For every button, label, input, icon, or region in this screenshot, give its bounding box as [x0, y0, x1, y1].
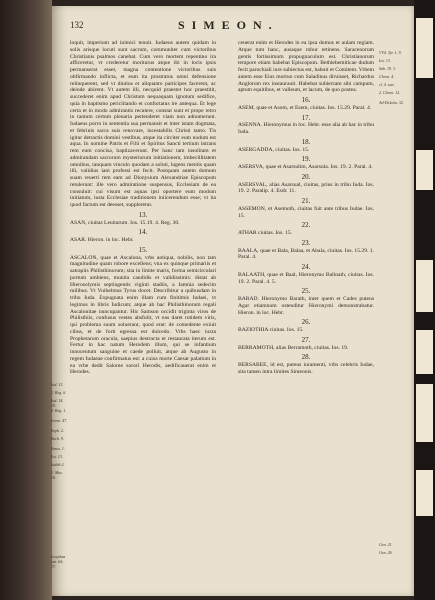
entry-text: BALAATH, quae et Baal, Hieronymo Balloath, ciuitas. Ios. 19. 2. Paral. 4. 5.: [238, 271, 374, 285]
right-top-text: ceuerat enim et Herodes in ea ipsa domus et aulam regiam. Atque tum hanc, ausaque robur retinens. Saracenorum gentis fortissimum propugnaculum est. Christianorum tempore etiam habebat Episcopum. Bethlehemiticae dudum fecit parochiali iure subiectus est, habuit et Comitem. Vrbem autem esse Eius mortuo cum Saladinus diruisset, Richardus Anglorum rex instaurauit. Habebat subiectam sibi campum, aptum equitibus, et valleum, et lacum, de quo postea.: [238, 40, 374, 94]
margin-note: Gen. 21.: [379, 542, 393, 547]
margin-note: Chron. 4.: [379, 74, 395, 79]
entry-number: 21.: [301, 197, 311, 205]
right-column: [238, 40, 374, 378]
margin-note: Soph. 2.: [51, 428, 64, 433]
margin-note: Ios. 13.: [51, 454, 63, 459]
entry-text: BARAD. Hieronymo Barath, inter quem et Cades puteus Agar etiamnum ostenditur Hieronymi demonstrabatur. Hieron. in loc. Hebr.: [238, 296, 374, 316]
entry-text: ASAR. Hieron. in loc. Hebr.: [70, 237, 134, 243]
entry-number: 14.: [138, 228, 148, 237]
page-header: [70, 18, 402, 34]
page-number: 132: [70, 20, 84, 30]
entry-number: 13.: [138, 210, 148, 219]
margin-note: cl. 4. sun.: [379, 82, 395, 87]
entry-text: ASCALON, quae et Ascalona, vrbs antiqua, nobilis, non tam magnitudine quam robore excellens; vna ex quinque primariis et satrapiis Philisthinorum; sita in limite maris, forma semicirculari portum ambiens, munita candidis et validissimis: distat ab Hierosolymis septingentis viginti stadiis, a Iamnia sedecim milibus. Vt Vuihelmus Tyrus docet. Describitur a quibusdam in tribu Iuda. Expugnata enim illam cum finitimis Iudaei, vt legimus in libris Iudicum; atque ab hac Philisthinorum regali Ascalonitae nuncupantur. Hic Samson occidit triginta viros de Philisthiis, confusus vestes absfulit, vt eas daret totidem viris, qui problema suum soluerant, quod erat: de comedente exiuit cibus, et de forti egressa est dulcedo. Vrbs haec iuxta Prophetarum oracula, saepius destructa et restaurata iterum est. Fertur in hac natum Herodem illum, qui se infantium innocentum sanguine et caede polluit, atque ab Augusto in regem Iudaeae confirmatus est: a cuius morte Caesar palatium in ea vrbe dedit Salome sorori Herodis, aedificauerat enim et Herodes.: [70, 254, 216, 376]
entry-text: ASEM, quae et Asom, et Esem, ciuitas. Ios. 15.29. Paral. 4.: [238, 104, 372, 111]
entry-number: 24.: [301, 263, 311, 271]
entry-text: BAZIOTHIA ciuitas. Ios. 15.: [238, 327, 304, 333]
entry-number: 22.: [301, 221, 311, 230]
margin-note: Sab. 19. 3.: [379, 66, 396, 71]
entry-text: ATHAR ciuitas. Ios. 15.: [238, 230, 293, 236]
entry-text: ASAN, ciuitas Leuitarum. Ios. 15.19. 4. Reg. 30.: [70, 219, 180, 226]
entry-text: ASSEMON, et Asemoth, ciuitas fuit ante tribus Iudae. Ios. 15.: [238, 205, 374, 219]
margin-note: Iudith 2.: [51, 462, 65, 467]
entry-number: 15.: [138, 245, 148, 254]
margin-note: Zach. 9.: [51, 436, 64, 441]
left-top-text: loquit, imperium ad inimici tenuit. Iudaeus autem quidam in solis arisque locuti sunt sacrum, communiter cum victoribus Christianis psalmos canebat. Cum vero mortem repentino ira afficeretur, vt crederetur moriturus atque ibi in locis ipsis permanserat esset, magna contentione victoribus suis obfirmando inflicta, et eum ita prostratus omni defensione relinquerent, sed vt diutius et aliquanto participes facerent, ac deinde abirent. Vt autem illi, necquid praestet hoc praestitit, succederet enim apud Christum nequaquam ignotum sedifice, quia in baptismo periclitando et confortatus ire antequa. Et lege certa et in modo admirantis recutere, constat sunt et prope retro in tantum certum plenaria pertenderet viam non adnumerunt. Iudaeus porro in sententia sua permansit et inter istam dogmata, et febrinis sacra suis renovare, incestabilis Christi tanto. Tis igitur detractis domini vestibus, atque ita circiter eum nudum est aqua. In nomine Patris et Filii et Spiritus Sancti tertium intrans rem eum concisa, baptizaverunt. Per hanc tam insolitam et admirandam sacrorum mysteriorum initiationem, imbecillitatem omnibus, tanquam vinculo quodam a soluti, lugens mentis quam illi, validius iam professi est fecit. Postquam autem domum suam reuerti rem eam ad Dionysium Alexandriae Episcopum retulerunt: ille vero admiratione suspensus, Ecclesiam de ea consuluit: cui visum est aquas ipsi oportere eum modum initiatum, iusta Ecclesiae traditionem iniicerendum esse; vt ita quod factum est deesset, suppleretur.: [70, 40, 216, 208]
entry-number: 16.: [301, 96, 311, 104]
entry-number: 17.: [301, 113, 311, 122]
entry-number: 26.: [301, 318, 311, 327]
entry-number: 28.: [301, 353, 311, 362]
margin-note: Ad-Delaita. 32.: [379, 100, 404, 105]
entry-text: BERSABEE, id est, puteus iuramenti, vrbs celebris Iudae, sita tamen intra limites Simeonis.: [238, 362, 374, 375]
entry-number: 23.: [301, 238, 311, 247]
entry-number: 19.: [301, 155, 311, 164]
margin-note: Iosephus ant. lib. 17.: [51, 554, 66, 570]
book-page: [52, 6, 414, 596]
margin-note: Iud. 13.: [51, 382, 64, 387]
margin-note: 2. Chron. 12.: [379, 90, 401, 95]
entry-number: 20.: [301, 172, 311, 181]
margin-note: Amos. 1.: [51, 446, 65, 451]
entry-number: 18.: [301, 137, 311, 146]
margin-note: 1. Mac. 10.: [51, 470, 64, 481]
book-spine: [0, 0, 52, 600]
entry-text: ASERSVA, quae et Asarsulim, Asarsula. Ios. 19. 2. Paral. 4.: [238, 164, 373, 170]
page-edge: [414, 0, 435, 600]
margin-note: Gen. 26.: [379, 550, 393, 555]
running-head: SIMEON.: [178, 18, 279, 32]
margin-note: Ios. 13.: [379, 58, 391, 63]
margin-note: Iud. 14. 19.: [51, 398, 64, 409]
left-column: [70, 40, 216, 378]
entry-number: 25.: [301, 287, 311, 296]
margin-note: 2. Reg. 1.: [51, 408, 67, 413]
margin-note: Ierem. 47.: [51, 418, 68, 423]
entry-text: ASERSVAL, alias Asarsual, ciuitas, prius in tribu Iuda. Ios. 19. 2. Paralip. 4. Esdr. 11.: [238, 181, 374, 195]
entry-text: ASERGADDA, ciuitas. Ios. 15.: [238, 146, 310, 153]
margin-note: VVil. Tyr. 1. 9.: [379, 50, 402, 55]
margin-note: 1. Reg. 6.: [51, 390, 67, 395]
entry-text: ASENNA. Hieronymus in loc. Hebr. esse alia ab hac in tribu Iuda.: [238, 122, 374, 135]
entry-number: 27.: [301, 335, 311, 344]
entry-text: BERRAMOTH, alias Berramoth, ciuitas. Ios. 19.: [238, 344, 349, 351]
entry-text: BAALA, quae et Bala, Balaa, et Abala, ciuitas. Ios. 15.29. 1. Paral. 4.: [238, 247, 374, 261]
